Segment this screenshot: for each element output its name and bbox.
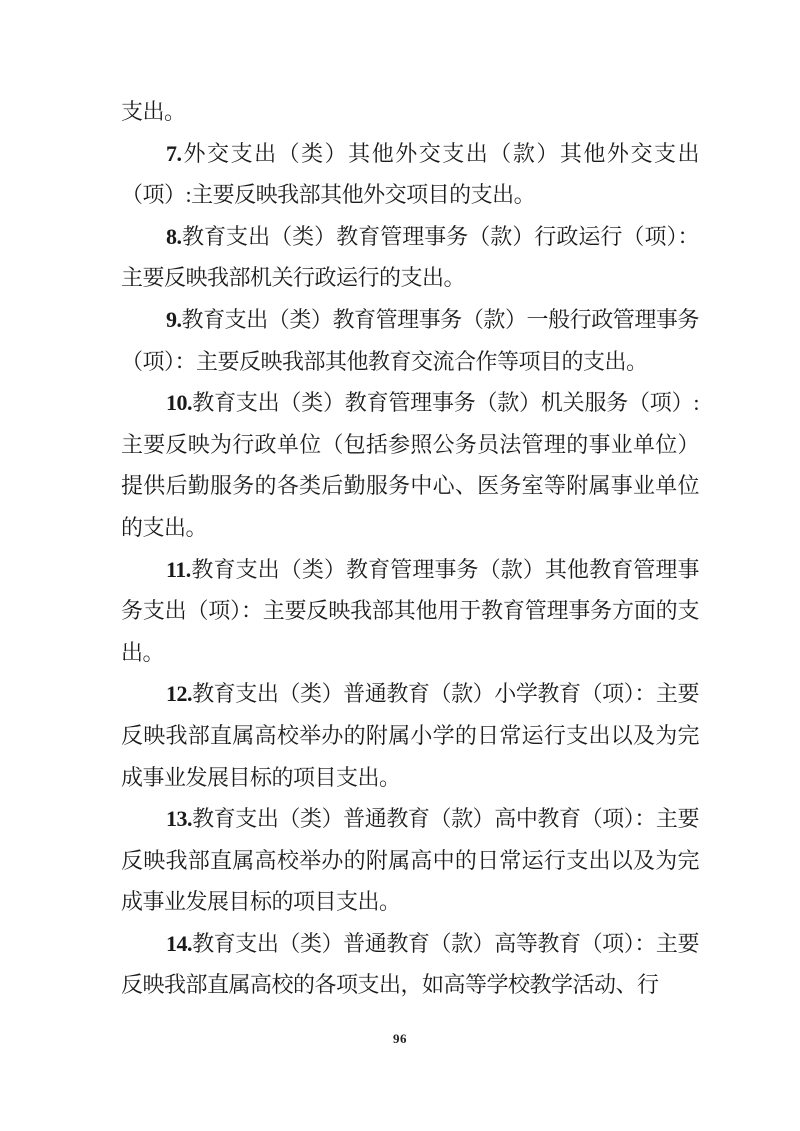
paragraph-text: 教育支出（类）教育管理事务（款）行政运行（项）：主要反映我部机关行政运行的支出。 xyxy=(121,223,699,291)
page-number: 96 xyxy=(393,1031,407,1046)
paragraph-number: 9. xyxy=(166,306,182,332)
paragraph-item-13 xyxy=(121,798,699,923)
paragraph-text: 教育支出（类）普通教育（款）小学教育（项）：主要反映我部直属高校举办的附属小学的日常运行支出以及为完成事业发展目标的项目支出。 xyxy=(121,681,699,790)
page-body-text xyxy=(121,91,699,1006)
paragraph-continuation xyxy=(121,91,699,133)
paragraph-text: 教育支出（类）普通教育（款）高等教育（项）：主要反映我部直属高校的各项支出，如高等学校教学活动、行 xyxy=(121,930,699,998)
paragraph-item-12 xyxy=(121,673,699,798)
paragraph-item-10 xyxy=(121,382,699,548)
paragraph-item-9 xyxy=(121,299,699,382)
paragraph-number: 8. xyxy=(166,223,182,249)
paragraph-text: 教育支出（类）教育管理事务（款）一般行政管理事务（项）：主要反映我部其他教育交流合作等项目的支出。 xyxy=(121,306,699,374)
paragraph-number: 10. xyxy=(166,390,192,416)
paragraph-text: 外交支出（类）其他外交支出（款）其他外交支出（项）:主要反映我部其他外交项目的支出。 xyxy=(121,140,699,208)
paragraph-number: 7. xyxy=(166,140,182,166)
paragraph-text: 支出。 xyxy=(121,99,186,124)
paragraph-item-14 xyxy=(121,923,699,1006)
paragraph-text: 教育支出（类）教育管理事务（款）其他教育管理事务支出（项）：主要反映我部其他用于教育管理事务方面的支出。 xyxy=(121,556,699,665)
paragraph-number: 13. xyxy=(166,806,192,832)
paragraph-text: 教育支出（类）教育管理事务（款）机关服务（项）:主要反映为行政单位（包括参照公务员法管理的事业单位）提供后勤服务的各类后勤服务中心、医务室等附属事业单位的支出。 xyxy=(121,390,699,540)
paragraph-item-7 xyxy=(121,133,699,216)
paragraph-number: 12. xyxy=(166,681,192,707)
paragraph-item-11 xyxy=(121,549,699,674)
paragraph-number: 14. xyxy=(166,930,192,956)
paragraph-number: 11. xyxy=(166,556,191,582)
paragraph-text: 教育支出（类）普通教育（款）高中教育（项）：主要反映我部直属高校举办的附属高中的日常运行支出以及为完成事业发展目标的项目支出。 xyxy=(121,806,699,915)
paragraph-item-8 xyxy=(121,216,699,299)
